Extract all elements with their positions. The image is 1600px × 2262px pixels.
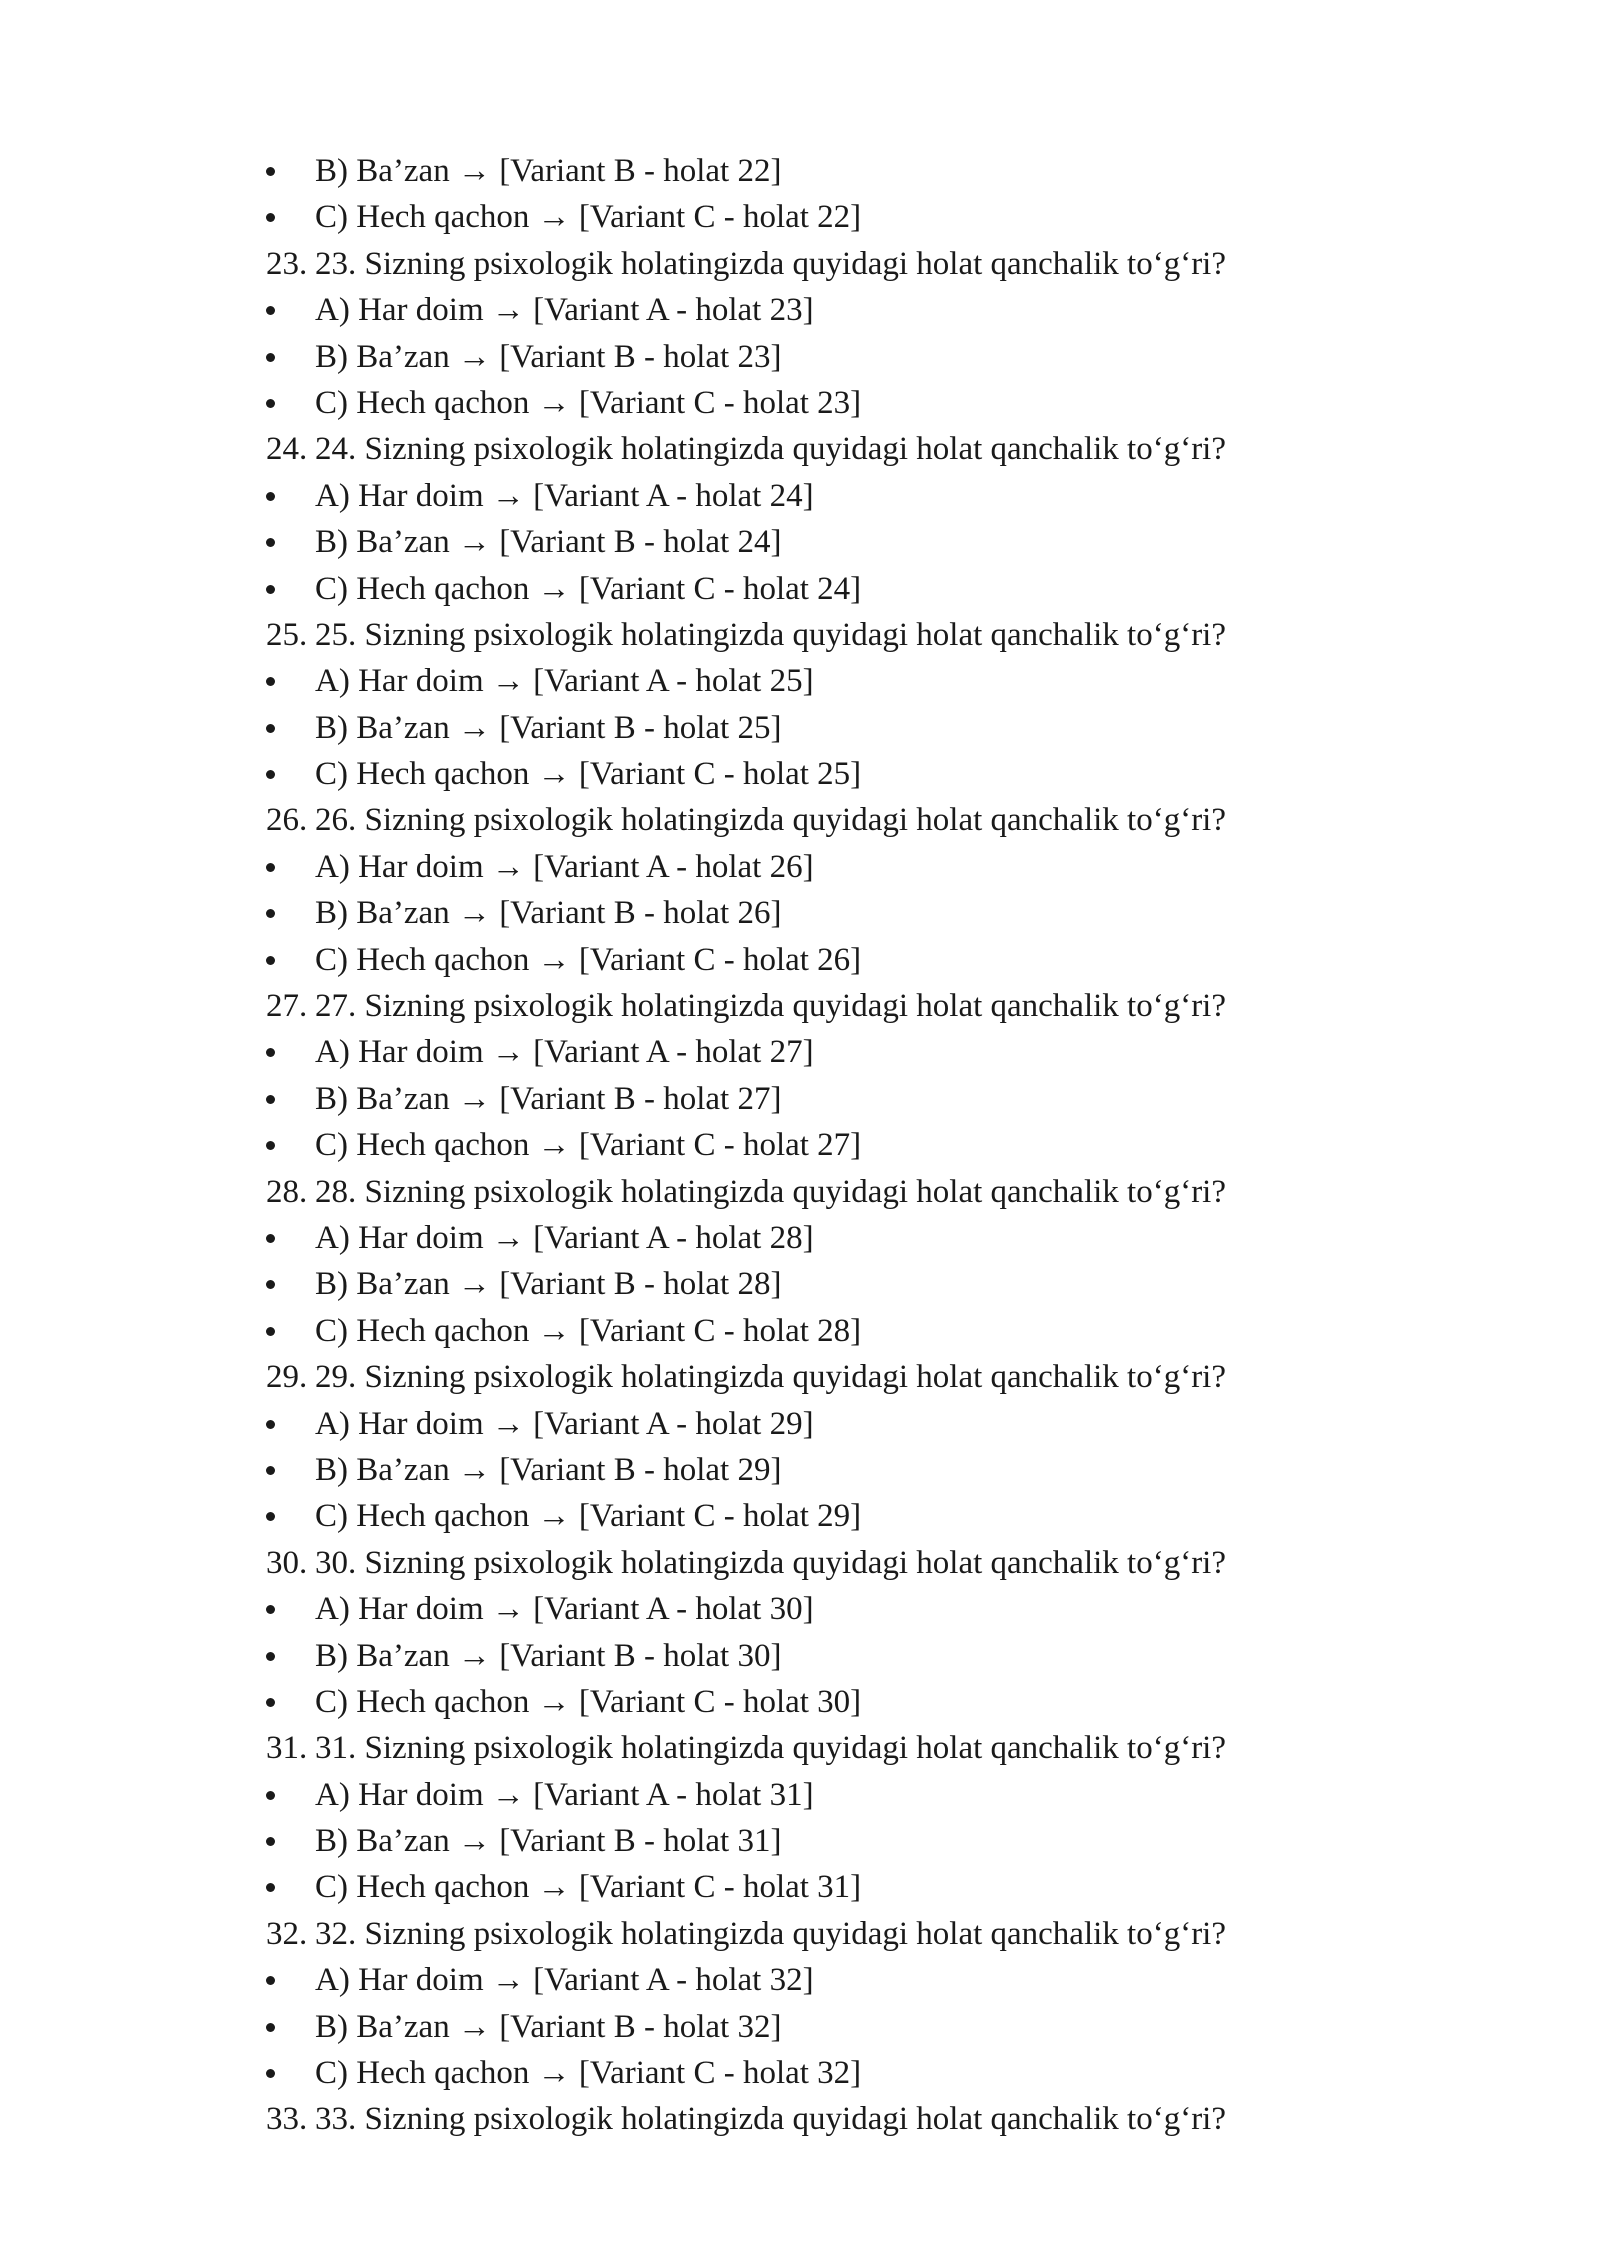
question-item [266,612,1366,658]
bullet-icon [266,167,275,176]
question-item [266,1354,1366,1400]
bullet-icon [266,1512,275,1521]
answer-option-text: B) Ba’zan → [Variant B - holat 28] [315,1266,782,1303]
bullet-icon [266,1605,275,1614]
question-item [266,1540,1366,1586]
question-number: 33. [266,2101,308,2138]
bullet-icon [266,538,275,547]
answer-option [266,1493,1366,1539]
question-number: 25. [266,616,308,653]
answer-option-text: A) Har doim → [Variant A - holat 31] [315,1776,814,1813]
answer-option-text: A) Har doim → [Variant A - holat 23] [315,292,814,329]
answer-option-text: C) Hech qachon → [Variant C - holat 30] [315,1683,862,1720]
answer-option-text: C) Hech qachon → [Variant C - holat 32] [315,2055,862,2092]
question-text: 31. Sizning psixologik holatingizda quyidagi holat qanchalik to‘g‘ri? [315,1730,1226,1767]
answer-option [266,1772,1366,1818]
answer-option-text: B) Ba’zan → [Variant B - holat 29] [315,1451,782,1488]
answer-option-text: C) Hech qachon → [Variant C - holat 27] [315,1127,862,1164]
bullet-icon [266,1976,275,1985]
answer-option-text: C) Hech qachon → [Variant C - holat 26] [315,941,862,978]
answer-option [266,380,1366,426]
answer-option-text: B) Ba’zan → [Variant B - holat 23] [315,338,782,375]
bullet-icon [266,956,275,965]
bullet-icon [266,1327,275,1336]
question-item [266,2096,1366,2142]
answer-option-text: C) Hech qachon → [Variant C - holat 23] [315,384,862,421]
answer-option [266,1401,1366,1447]
answer-option [266,1076,1366,1122]
question-text: 24. Sizning psixologik holatingizda quyidagi holat qanchalik to‘g‘ri? [315,431,1226,468]
answer-option [266,890,1366,936]
question-number: 27. [266,988,308,1025]
question-text: 23. Sizning psixologik holatingizda quyidagi holat qanchalik to‘g‘ri? [315,245,1226,282]
answer-option-text: A) Har doim → [Variant A - holat 26] [315,848,814,885]
bullet-icon [266,677,275,686]
answer-option-text: B) Ba’zan → [Variant B - holat 25] [315,709,782,746]
answer-option [266,1957,1366,2003]
question-item [266,241,1366,287]
answer-option [266,2004,1366,2050]
answer-option-text: B) Ba’zan → [Variant B - holat 22] [315,153,782,189]
answer-option-text: C) Hech qachon → [Variant C - holat 22] [315,199,862,236]
answer-option [266,194,1366,240]
question-number: 32. [266,1915,308,1952]
bullet-icon [266,399,275,408]
answer-option-text: B) Ba’zan → [Variant B - holat 27] [315,1080,782,1117]
answer-option-text: B) Ba’zan → [Variant B - holat 32] [315,2008,782,2045]
answer-option [266,1122,1366,1168]
answer-option-text: C) Hech qachon → [Variant C - holat 28] [315,1312,862,1349]
answer-option [266,1679,1366,1725]
answer-option-text: C) Hech qachon → [Variant C - holat 25] [315,756,862,793]
answer-option [266,937,1366,983]
answer-option [266,148,1366,194]
question-number: 30. [266,1544,308,1581]
question-item [266,1911,1366,1957]
question-number: 24. [266,431,308,468]
answer-option-text: C) Hech qachon → [Variant C - holat 29] [315,1498,862,1535]
answer-option-text: C) Hech qachon → [Variant C - holat 24] [315,570,862,607]
bullet-icon [266,306,275,315]
answer-option-text: B) Ba’zan → [Variant B - holat 26] [315,895,782,932]
question-text: 28. Sizning psixologik holatingizda quyidagi holat qanchalik to‘g‘ri? [315,1173,1226,1210]
bullet-icon [266,2069,275,2078]
bullet-icon [266,2023,275,2032]
bullet-icon [266,909,275,918]
bullet-icon [266,1280,275,1289]
question-number: 29. [266,1359,308,1396]
bullet-icon [266,1095,275,1104]
question-text: 27. Sizning psixologik holatingizda quyidagi holat qanchalik to‘g‘ri? [315,988,1226,1025]
answer-option-text: A) Har doim → [Variant A - holat 24] [315,477,814,514]
bullet-icon [266,770,275,779]
bullet-icon [266,724,275,733]
bullet-icon [266,585,275,594]
answer-option-text: A) Har doim → [Variant A - holat 28] [315,1219,814,1256]
answer-option [266,844,1366,890]
question-item [266,797,1366,843]
question-item [266,1725,1366,1771]
answer-option-text: A) Har doim → [Variant A - holat 32] [315,1962,814,1999]
bullet-icon [266,1466,275,1475]
answer-option [266,1261,1366,1307]
question-text: 30. Sizning psixologik holatingizda quyidagi holat qanchalik to‘g‘ri? [315,1544,1226,1581]
answer-option [266,519,1366,565]
answer-option-text: B) Ba’zan → [Variant B - holat 30] [315,1637,782,1674]
answer-option [266,1029,1366,1075]
bullet-icon [266,863,275,872]
bullet-icon [266,1420,275,1429]
question-text: 25. Sizning psixologik holatingizda quyidagi holat qanchalik to‘g‘ri? [315,616,1226,653]
bullet-icon [266,1883,275,1892]
answer-option-text: A) Har doim → [Variant A - holat 27] [315,1034,814,1071]
answer-option [266,287,1366,333]
question-text: 29. Sizning psixologik holatingizda quyidagi holat qanchalik to‘g‘ri? [315,1359,1226,1396]
answer-option [266,1308,1366,1354]
question-number: 23. [266,245,308,282]
bullet-icon [266,492,275,501]
answer-option-text: B) Ba’zan → [Variant B - holat 24] [315,524,782,561]
answer-option [266,1447,1366,1493]
answer-option [266,1864,1366,1910]
question-item [266,983,1366,1029]
answer-option [266,334,1366,380]
answer-option [266,1633,1366,1679]
question-number: 31. [266,1730,308,1767]
bullet-icon [266,1791,275,1800]
question-text: 26. Sizning psixologik holatingizda quyidagi holat qanchalik to‘g‘ri? [315,802,1226,839]
bullet-icon [266,1698,275,1707]
answer-option-text: A) Har doim → [Variant A - holat 30] [315,1591,814,1628]
answer-option [266,1586,1366,1632]
bullet-icon [266,1837,275,1846]
answer-option [266,2050,1366,2096]
question-list [266,148,1366,2143]
bullet-icon [266,1652,275,1661]
bullet-icon [266,1234,275,1243]
bullet-icon [266,1141,275,1150]
question-text: 32. Sizning psixologik holatingizda quyidagi holat qanchalik to‘g‘ri? [315,1915,1226,1952]
answer-option [266,1818,1366,1864]
answer-option-text: A) Har doim → [Variant A - holat 25] [315,663,814,700]
question-number: 28. [266,1173,308,1210]
answer-option [266,751,1366,797]
answer-option [266,705,1366,751]
question-text: 33. Sizning psixologik holatingizda quyidagi holat qanchalik to‘g‘ri? [315,2101,1226,2138]
answer-option-text: B) Ba’zan → [Variant B - holat 31] [315,1823,782,1860]
answer-option-text: A) Har doim → [Variant A - holat 29] [315,1405,814,1442]
bullet-icon [266,1048,275,1057]
answer-option [266,473,1366,519]
bullet-icon [266,353,275,362]
bullet-icon [266,213,275,222]
question-item [266,1169,1366,1215]
answer-option [266,566,1366,612]
answer-option [266,658,1366,704]
question-number: 26. [266,802,308,839]
answer-option-text: C) Hech qachon → [Variant C - holat 31] [315,1869,862,1906]
answer-option [266,1215,1366,1261]
question-item [266,426,1366,472]
